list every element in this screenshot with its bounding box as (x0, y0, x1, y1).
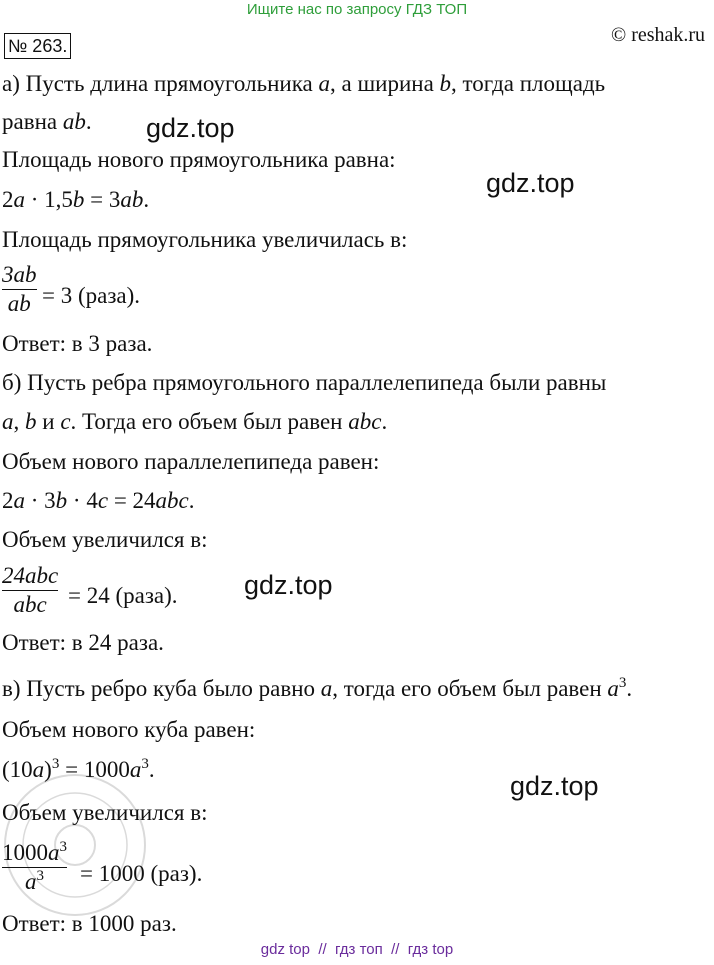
part-c-line-4: Объем увеличился в: (2, 800, 208, 825)
fraction-denominator: $a^3$ (25, 868, 44, 894)
part-b-line-5: Объем увеличился в: (2, 527, 208, 552)
fraction-denominator: abc (13, 592, 47, 617)
part-b-line-2: a, b и c. Тогда его объем был равен abc. (2, 409, 388, 434)
fraction-denominator: ab (7, 291, 31, 316)
part-c-fraction (2, 840, 67, 895)
fraction-numerator: 3ab (2, 262, 37, 287)
watermark: gdz.top (486, 168, 575, 198)
watermark: gdz.top (510, 771, 599, 801)
watermark: gdz.top (146, 113, 235, 143)
part-c-line-1: в) Пусть ребро куба было равно a, тогда его объем был равен $a^3$. (2, 675, 633, 701)
watermark: gdz.top (244, 570, 333, 600)
part-b-answer: Ответ: в 24 раза. (2, 630, 164, 655)
part-a-line-1: а) Пусть длина прямоугольника a, а ширина b, тогда площадь (2, 71, 606, 96)
part-a-line-5: Площадь прямоугольника увеличилась в: (2, 227, 408, 252)
part-b-equation: 2a · 3b · 4c = 24abc. (2, 488, 195, 513)
part-b-fraction-result: = 24 (раза). (68, 583, 178, 608)
fraction-numerator: 24abc (2, 563, 59, 588)
part-c-fraction-result: = 1000 (раз). (80, 861, 203, 886)
fraction-numerator: $1000a^3$ (2, 839, 67, 865)
task-number: № 263. (4, 33, 71, 59)
part-a-equation: 2a · 1,5b = 3ab. (2, 187, 150, 212)
part-c-answer: Ответ: в 1000 раз. (2, 911, 177, 936)
footer-tagline: gdz top // гдз топ // гдз top (260, 941, 454, 958)
part-a-fraction (2, 262, 37, 317)
promo-banner: Ищите нас по запросу ГДЗ ТОП (246, 1, 468, 18)
part-a-line-2: равна ab. (2, 109, 92, 134)
part-a-answer: Ответ: в 3 раза. (2, 331, 153, 356)
copyright: © reshak.ru (611, 24, 706, 46)
part-b-line-1: б) Пусть ребра прямоугольного параллелепипеда были равны (2, 370, 607, 395)
part-c-equation: $(10a)^3 = 1000a^3$. (2, 756, 155, 782)
part-a-fraction-result: = 3 (раза). (42, 283, 141, 308)
part-b-fraction (2, 563, 58, 618)
part-b-line-3: Объем нового параллелепипеда равен: (2, 449, 380, 474)
part-c-line-2: Объем нового куба равен: (2, 717, 256, 742)
part-a-line-3: Площадь нового прямоугольника равна: (2, 147, 396, 172)
